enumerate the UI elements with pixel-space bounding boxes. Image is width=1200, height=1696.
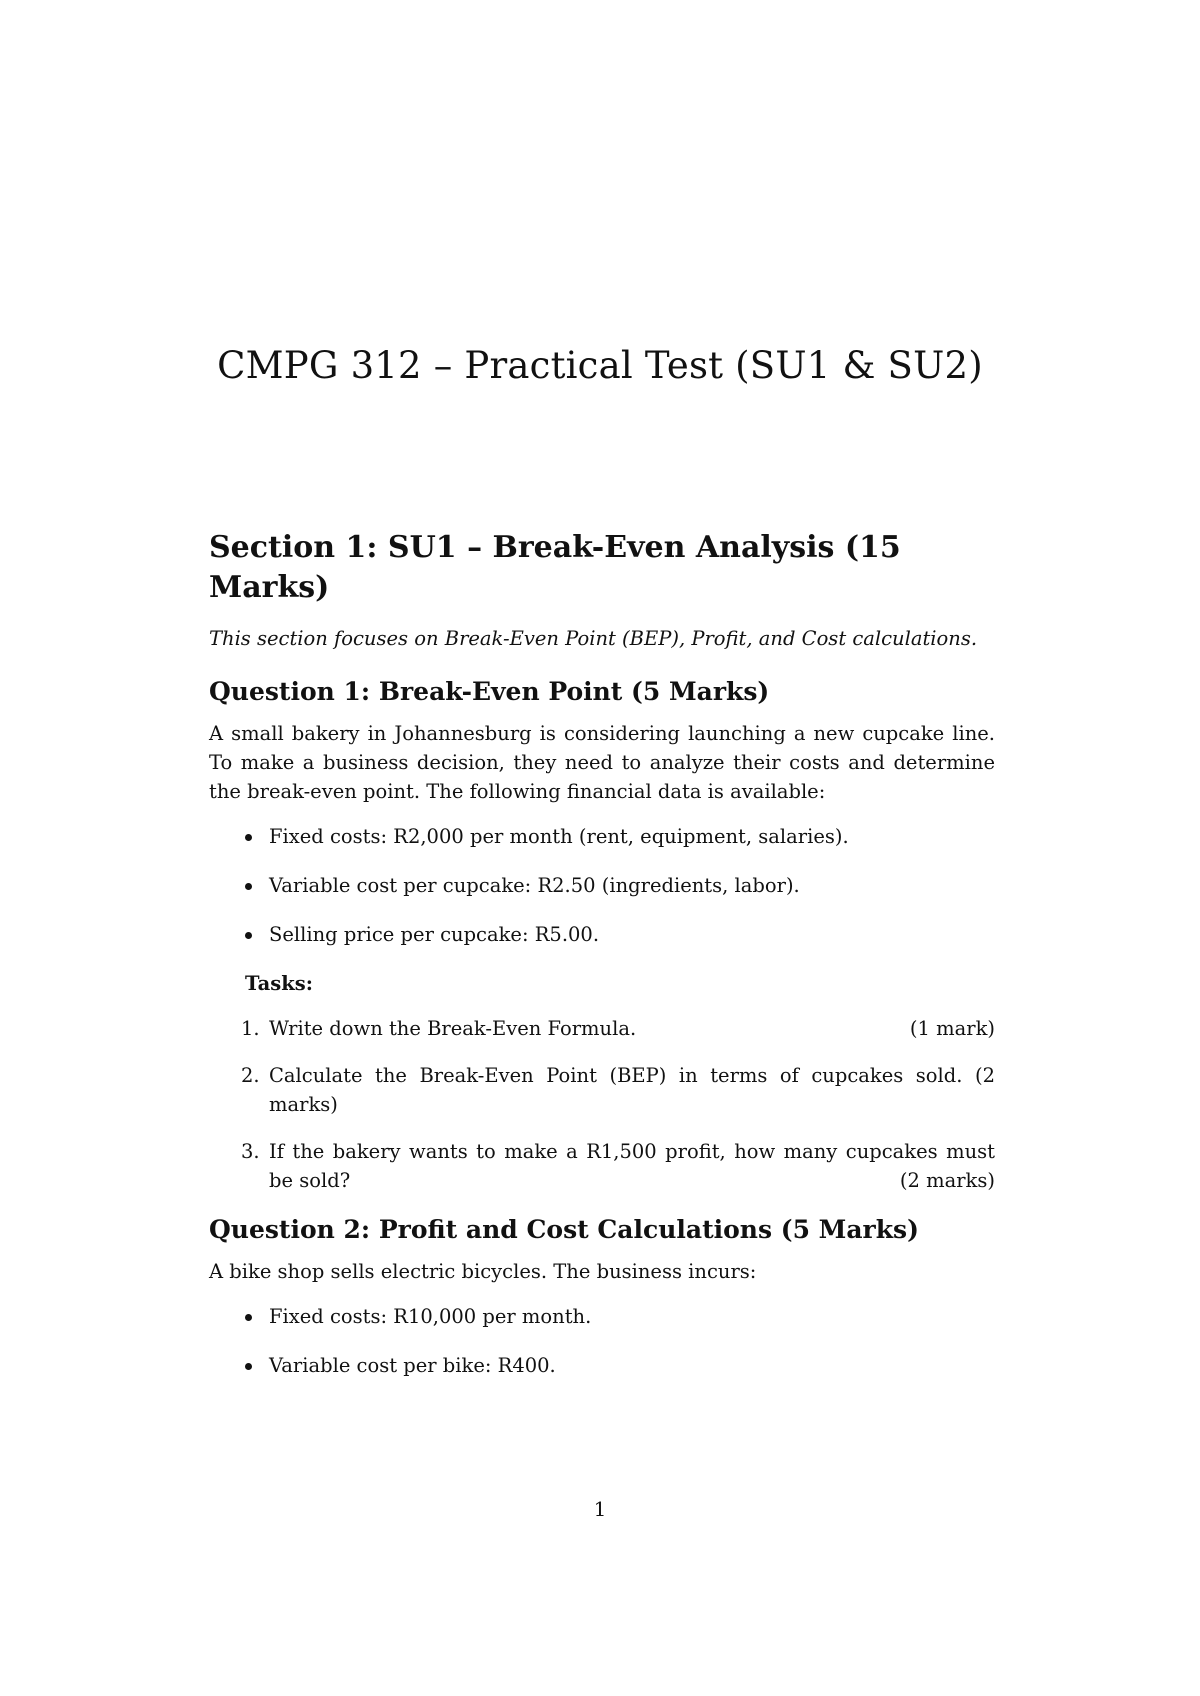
tasks-label: Tasks: bbox=[245, 972, 313, 995]
task-item bbox=[241, 1137, 995, 1195]
bullet-icon bbox=[245, 883, 252, 890]
task-marks: (2 marks) bbox=[899, 1169, 995, 1192]
list-item-text: Selling price per cupcake: R5.00. bbox=[269, 923, 600, 946]
section-1-intro: This section focuses on Break-Even Point (BEP), Profit, and Cost calculations. bbox=[209, 627, 978, 650]
list-item bbox=[245, 920, 995, 949]
page-number: 1 bbox=[593, 1497, 607, 1521]
page-content bbox=[209, 528, 995, 1400]
task-item bbox=[241, 1061, 995, 1119]
list-item bbox=[245, 822, 995, 851]
question-1-heading: Question 1: Break-Even Point (5 Marks) bbox=[209, 677, 770, 706]
task-text: Write down the Break-Even Formula. bbox=[269, 1017, 637, 1040]
task-text: Calculate the Break-Even Point (BEP) in terms of cupcakes sold. bbox=[269, 1064, 963, 1087]
bullet-icon bbox=[245, 1363, 252, 1370]
section-1-heading: Section 1: SU1 – Break-Even Analysis (15 Marks) bbox=[209, 530, 901, 605]
task-item bbox=[241, 1014, 995, 1043]
question-1-paragraph: A small bakery in Johannesburg is considering launching a new cupcake line. To make a business decision, they need to analyze their costs and determine the break-even point. The following financial data is available: bbox=[209, 722, 995, 803]
bullet-icon bbox=[245, 834, 252, 841]
task-number: 2. bbox=[241, 1064, 260, 1087]
bullet-icon bbox=[245, 932, 252, 939]
task-text: If the bakery wants to make a R1,500 profit, how many cupcakes must be sold? bbox=[269, 1140, 995, 1192]
list-item-text: Variable cost per cupcake: R2.50 (ingredients, labor). bbox=[269, 874, 800, 897]
question-2-heading: Question 2: Profit and Cost Calculations (5 Marks) bbox=[209, 1215, 919, 1244]
question-2-data-list bbox=[209, 1302, 995, 1380]
list-item-text: Fixed costs: R2,000 per month (rent, equipment, salaries). bbox=[269, 825, 849, 848]
task-number: 1. bbox=[241, 1017, 260, 1040]
question-2-paragraph: A bike shop sells electric bicycles. The business incurs: bbox=[209, 1260, 757, 1283]
list-item bbox=[245, 871, 995, 900]
bullet-icon bbox=[245, 1314, 252, 1321]
task-marks: (2 marks) bbox=[269, 1064, 995, 1116]
list-item bbox=[245, 1351, 995, 1380]
list-item-text: Variable cost per bike: R400. bbox=[269, 1354, 556, 1377]
question-1-tasks bbox=[209, 1014, 995, 1195]
task-number: 3. bbox=[241, 1140, 260, 1163]
list-item bbox=[245, 1302, 995, 1331]
question-1-data-list bbox=[209, 822, 995, 949]
document-title: CMPG 312 – Practical Test (SU1 & SU2) bbox=[217, 344, 983, 387]
list-item-text: Fixed costs: R10,000 per month. bbox=[269, 1305, 592, 1328]
task-marks: (1 mark) bbox=[909, 1017, 995, 1040]
